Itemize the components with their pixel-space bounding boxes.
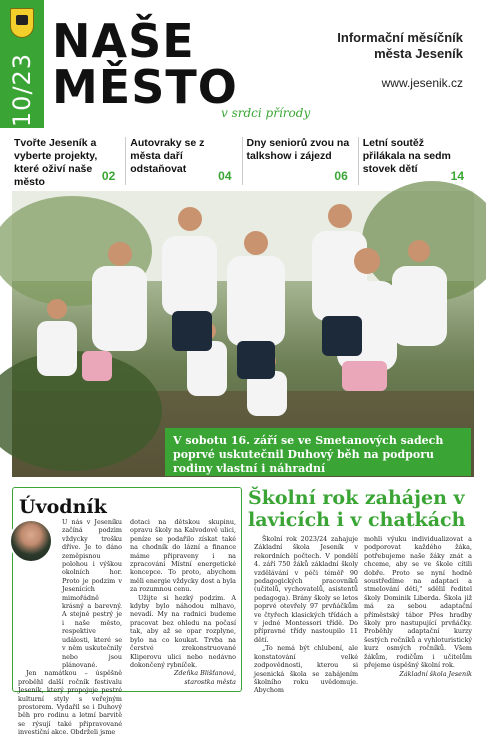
- editorial-paragraph: Jen namátkou – úspěšně proběhl další ročník festivalu Jeseník, který propojuje pestré kulturní styly s veřejným prostorem. Vydařil se i Duhový běh pro rodinu a letmí barvitě se rýsují také připravované investiční akce. Obdrželi jsme: [18, 669, 122, 737]
- editorial-column-2: [130, 518, 236, 686]
- article-paragraph: „To nemá být chlubení, ale konstatování velké zodpovědnosti, kterou si jesenická škola se zahájením školního roku uvědomuje. Abychom: [254, 644, 358, 695]
- school-article: [248, 487, 474, 531]
- teaser-page: 06: [334, 169, 348, 183]
- teaser-title: Dny seniorů zvou na talkshow i zájezd: [246, 137, 350, 162]
- teaser-item[interactable]: [242, 137, 358, 185]
- teaser-item[interactable]: [358, 137, 474, 185]
- editorial-signature-role: starostka města: [184, 677, 236, 686]
- tagline: v srdci přírody: [221, 106, 311, 120]
- masthead-line1: NAŠE: [52, 14, 195, 68]
- teaser-bar: [12, 137, 474, 188]
- publication-subtitle: [337, 30, 463, 62]
- photo-caption: V sobotu 16. září se ve Smetanových sadech poprvé uskutečnil Duhový běh na podporu rodiny vlastní i náhradní: [165, 428, 471, 476]
- teaser-page: 14: [450, 169, 464, 183]
- editorial-paragraph: U nás v Jeseníku začíná podzim vždycky trošku dříve. Je to dáno zeměpisnou polohou i výškou okolních hor. Proto je podzim v Jesenících mimořádně krásný a barevný. A stejně pestrý je i naše město, respektive události, které se v něm uskutečnily nebo jsou plánované.: [62, 518, 122, 669]
- city-crest-icon: [10, 8, 34, 38]
- teaser-title: Autovraky se z města daří odstaňovat: [130, 137, 205, 175]
- subtitle-line2: města Jeseník: [374, 46, 463, 61]
- editorial-paragraph: Užijte si hezký podzim. A kdyby bylo náhodou mlhavo, nevadí. My na radnici budeme pracovat bez ohledu na počasí tak, aby až se opar rozplyne, bylo na co koukat. Trvba na čerstvé zrekonstruované Kliperovu ulici nebo nedávno dokončený rybníček.: [130, 593, 236, 669]
- teaser-page: 02: [101, 169, 116, 183]
- article-paragraph: Školní rok 2023/24 zahajuje Základní škola Jeseník v rekordních počtech. V pondělí 4. září 750 žáků základní školy vzdělávání v péči téměř 90 pedagogických pracovníků (učitelů, vychovatelů, asistentů pedagoga). Brány školy se letos poprvé otevřely 97 prvňáčkům ve čtyřech klasických třídách a v jedné Montessori třídě. Do přípravné třídy nastoupilo 11 dětí.: [254, 535, 358, 644]
- article-signature: Základní škola Jeseník: [399, 669, 472, 678]
- website-link[interactable]: www.jesenik.cz: [381, 76, 463, 90]
- teaser-title: Tvořte Jeseník a vyberte projekty, které oživí naše město: [14, 137, 98, 188]
- article-heading: Školní rok zahájen v lavicích i v chatkách: [248, 487, 466, 531]
- subtitle-line1: Informační měsíčník: [337, 30, 463, 45]
- masthead-line2: MĚSTO: [52, 60, 238, 114]
- teaser-item[interactable]: [12, 137, 125, 188]
- editorial-column-1: [18, 518, 122, 737]
- issue-number: 10/23: [8, 52, 37, 128]
- masthead-title: [52, 14, 238, 114]
- editorial-paragraph: dotaci na dětskou skupinu, opravu školy na Kalvodově ulici, peníze se podařilo získat také na chodník do lázní a finance máme připraveny i na zpracování Místní energetické koncepce. To proto, abychom měli energie vždycky dost a byla za rozumnou cenu.: [130, 518, 236, 594]
- editorial-heading: Úvodník: [19, 496, 107, 518]
- editorial-signature-name: Zdeňka Blišťanová,: [174, 669, 236, 678]
- article-column-1: [254, 535, 358, 695]
- article-paragraph: mohli výuku individualizovat a podporovat každého žáka, potřebujeme naše žáky znát a chceme, aby se ve škole cítili dobře. Proto se nyní hodně soustředíme na adaptaci a stmelování dětí," sdělil ředitel školy Dominik Liberda. Škola již má za sebou adaptační příměstský tábor Přes hradby školy pro nastupující prvňáčky. Proběhly adaptační kurzy šestých ročníků a vyhloturistický kurz osmých ročníků. Všem žákům, rodičům i učitelům přejeme úspěšný školní rok.: [364, 535, 472, 670]
- teaser-page: 04: [218, 169, 232, 183]
- article-column-2: [364, 535, 472, 678]
- teaser-title: Letní soutěž přilákala na sedm stovek dětí: [362, 137, 451, 175]
- teaser-item[interactable]: [125, 137, 241, 185]
